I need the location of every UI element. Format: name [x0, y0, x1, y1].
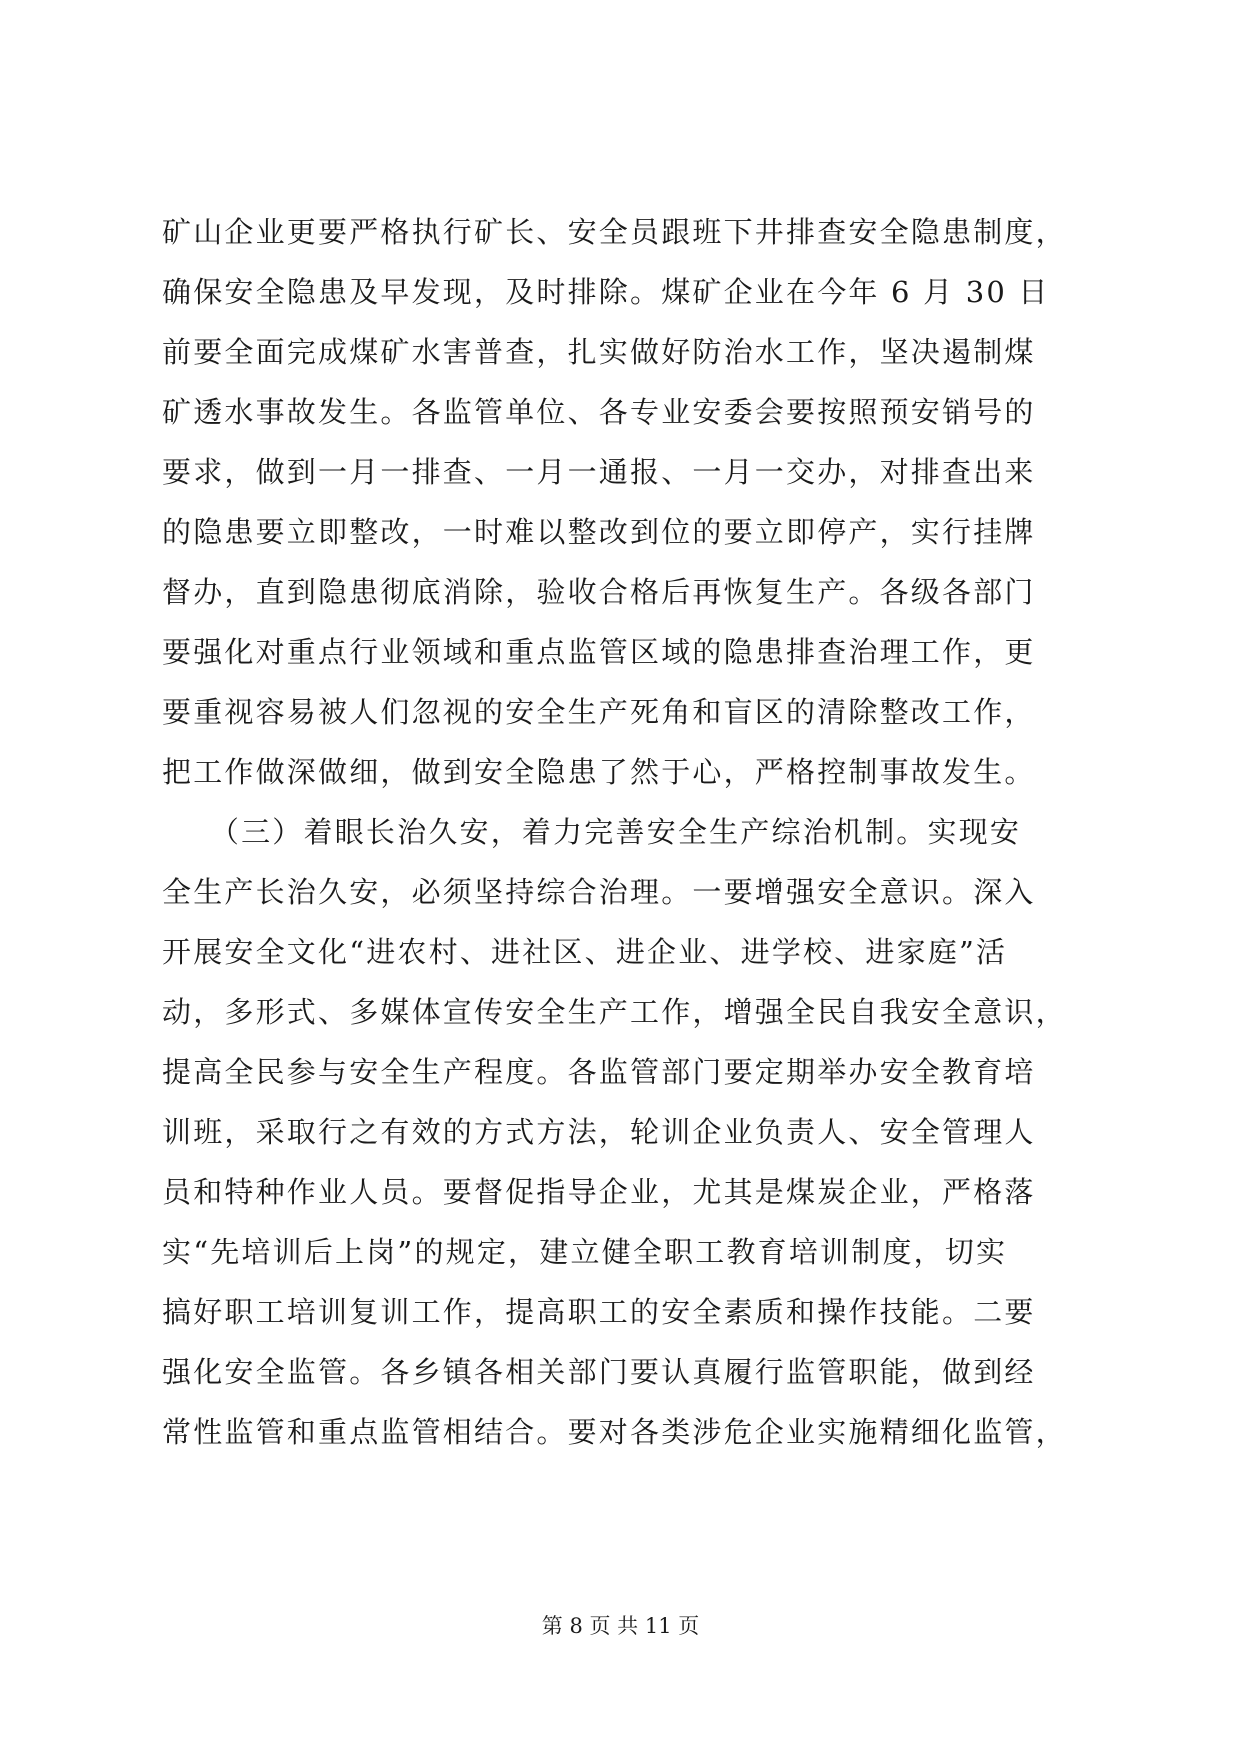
text-line: 的隐患要立即整改，一时难以整改到位的要立即停产，实行挂牌	[162, 515, 1036, 549]
text-line: 员和特种作业人员。要督促指导企业，尤其是煤炭企业，严格落	[162, 1175, 1036, 1209]
text-line: 实“先培训后上岗”的规定，建立健全职工教育培训制度，切实	[162, 1235, 1008, 1269]
text-line: 要重视容易被人们忽视的安全生产死角和盲区的清除整改工作，	[162, 695, 1036, 729]
text-line: 全生产长治久安，必须坚持综合治理。一要增强安全意识。深入	[162, 875, 1036, 909]
text-line: 要强化对重点行业领域和重点监管区域的隐患排查治理工作，更	[162, 635, 1036, 669]
page-number-footer: 第 8 页 共 11 页	[541, 1614, 700, 1638]
text-line: 开展安全文化“进农村、进社区、进企业、进学校、进家庭”活	[162, 935, 1008, 969]
text-line: 要求，做到一月一排查、一月一通报、一月一交办，对排查出来	[162, 455, 1036, 489]
text-line: 提高全民参与安全生产程度。各监管部门要定期举办安全教育培	[162, 1055, 1036, 1089]
text-line: 训班，采取行之有效的方式方法，轮训企业负责人、安全管理人	[162, 1115, 1036, 1149]
text-line: 搞好职工培训复训工作，提高职工的安全素质和操作技能。二要	[162, 1295, 1036, 1329]
text-line: 矿透水事故发生。各监管单位、各专业安委会要按照预安销号的	[162, 395, 1036, 429]
body-text	[162, 202, 1122, 1462]
text-line: 前要全面完成煤矿水害普查，扎实做好防治水工作，坚决遏制煤	[162, 335, 1036, 369]
text-line: 确保安全隐患及早发现，及时排除。煤矿企业在今年 6 月 30 日	[162, 275, 1050, 309]
text-line: 把工作做深做细，做到安全隐患了然于心，严格控制事故发生。	[162, 755, 1036, 789]
text-line: 矿山企业更要严格执行矿长、安全员跟班下井排查安全隐患制度，	[162, 215, 1067, 249]
text-line: 督办，直到隐患彻底消除，验收合格后再恢复生产。各级各部门	[162, 575, 1036, 609]
text-line: 强化安全监管。各乡镇各相关部门要认真履行监管职能，做到经	[162, 1355, 1036, 1389]
section-heading-line: （三）着眼长治久安，着力完善安全生产综治机制。实现安	[162, 815, 1022, 849]
text-line: 常性监管和重点监管相结合。要对各类涉危企业实施精细化监管，	[162, 1415, 1067, 1449]
text-line: 动，多形式、多媒体宣传安全生产工作，增强全民自我安全意识，	[162, 995, 1067, 1029]
